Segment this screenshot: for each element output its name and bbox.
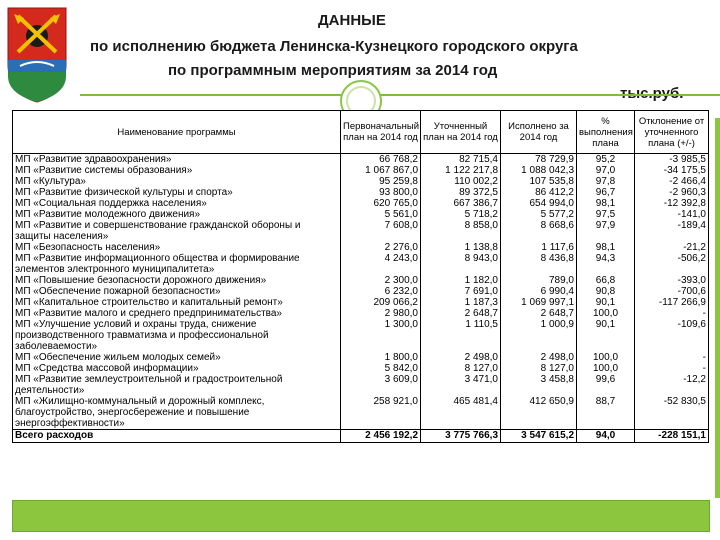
total-name: Всего расходов	[13, 430, 341, 443]
row-initial: 1 300,0	[341, 319, 421, 352]
table-row	[13, 220, 709, 242]
table-header-row	[13, 111, 709, 154]
title-line-1: ДАННЫЕ	[318, 12, 386, 29]
row-initial: 7 608,0	[341, 220, 421, 242]
row-pct: 98,1	[577, 198, 635, 209]
row-executed: 78 729,9	[501, 154, 577, 166]
row-executed: 2 498,0	[501, 352, 577, 363]
row-pct: 88,7	[577, 396, 635, 430]
row-revised: 667 386,7	[421, 198, 501, 209]
row-name: МП «Обеспечение жильем молодых семей»	[13, 352, 341, 363]
row-revised: 8 943,0	[421, 253, 501, 275]
row-name: МП «Развитие землеустроительной и градостроительной деятельности»	[13, 374, 341, 396]
row-name: МП «Культура»	[13, 176, 341, 187]
row-revised: 1 187,3	[421, 297, 501, 308]
col-header-revised: Уточненный план на 2014 год	[421, 111, 501, 154]
row-initial: 4 243,0	[341, 253, 421, 275]
row-pct: 100,0	[577, 352, 635, 363]
col-header-initial: Первоначальный план на 2014 год	[341, 111, 421, 154]
row-executed: 412 650,9	[501, 396, 577, 430]
row-pct: 96,7	[577, 187, 635, 198]
table-row	[13, 198, 709, 209]
row-deviation: -	[635, 308, 709, 319]
row-deviation: -141,0	[635, 209, 709, 220]
total-deviation: -228 151,1	[635, 430, 709, 443]
row-pct: 98,1	[577, 242, 635, 253]
row-initial: 95 259,8	[341, 176, 421, 187]
row-deviation: -506,2	[635, 253, 709, 275]
total-revised: 3 775 766,3	[421, 430, 501, 443]
row-executed: 8 127,0	[501, 363, 577, 374]
row-executed: 3 458,8	[501, 374, 577, 396]
row-initial: 5 561,0	[341, 209, 421, 220]
row-initial: 258 921,0	[341, 396, 421, 430]
row-executed: 1 000,9	[501, 319, 577, 352]
row-revised: 1 122 217,8	[421, 165, 501, 176]
row-initial: 5 842,0	[341, 363, 421, 374]
table-row	[13, 374, 709, 396]
col-header-executed: Исполнено за 2014 год	[501, 111, 577, 154]
row-name: МП «Повышение безопасности дорожного движения»	[13, 275, 341, 286]
table-row	[13, 297, 709, 308]
row-deviation: -189,4	[635, 220, 709, 242]
row-revised: 89 372,5	[421, 187, 501, 198]
row-deviation: -700,6	[635, 286, 709, 297]
row-name: МП «Социальная поддержка населения»	[13, 198, 341, 209]
row-initial: 93 800,0	[341, 187, 421, 198]
row-initial: 6 232,0	[341, 286, 421, 297]
table-row	[13, 176, 709, 187]
row-executed: 654 994,0	[501, 198, 577, 209]
row-initial: 3 609,0	[341, 374, 421, 396]
row-name: МП «Развитие и совершенствование гражданской обороны и защиты населения»	[13, 220, 341, 242]
row-revised: 110 002,2	[421, 176, 501, 187]
row-revised: 5 718,2	[421, 209, 501, 220]
table-row	[13, 319, 709, 352]
row-pct: 66,8	[577, 275, 635, 286]
row-executed: 2 648,7	[501, 308, 577, 319]
table-row	[13, 165, 709, 176]
row-revised: 82 715,4	[421, 154, 501, 166]
row-revised: 2 648,7	[421, 308, 501, 319]
row-pct: 90,1	[577, 319, 635, 352]
col-header-name: Наименование программы	[13, 111, 341, 154]
bottom-accent-bar	[12, 500, 710, 532]
col-header-deviation: Отклонение от уточненного плана (+/-)	[635, 111, 709, 154]
row-initial: 66 768,2	[341, 154, 421, 166]
row-deviation: -3 985,5	[635, 154, 709, 166]
row-initial: 2 276,0	[341, 242, 421, 253]
row-name: МП «Средства массовой информации»	[13, 363, 341, 374]
row-deviation: -393,0	[635, 275, 709, 286]
coat-of-arms-icon	[6, 6, 68, 104]
row-executed: 86 412,2	[501, 187, 577, 198]
row-executed: 5 577,2	[501, 209, 577, 220]
row-revised: 2 498,0	[421, 352, 501, 363]
table-row	[13, 187, 709, 198]
row-pct: 97,0	[577, 165, 635, 176]
row-name: МП «Улучшение условий и охраны труда, снижение производственного травматизма и профессиональной заболеваемости»	[13, 319, 341, 352]
row-deviation: -34 175,5	[635, 165, 709, 176]
row-deviation: -109,6	[635, 319, 709, 352]
table-row	[13, 209, 709, 220]
row-revised: 8 858,0	[421, 220, 501, 242]
row-name: МП «Развитие информационного общества и формирование элементов электронного муниципалитета»	[13, 253, 341, 275]
row-deviation: -12 392,8	[635, 198, 709, 209]
row-revised: 7 691,0	[421, 286, 501, 297]
row-executed: 8 668,6	[501, 220, 577, 242]
row-executed: 8 436,8	[501, 253, 577, 275]
row-name: МП «Безопасность населения»	[13, 242, 341, 253]
row-name: МП «Жилищно-коммунальный и дорожный комплекс, благоустройство, энергосбережение и повышение энергоэффективности»	[13, 396, 341, 430]
row-pct: 90,8	[577, 286, 635, 297]
row-initial: 209 066,2	[341, 297, 421, 308]
header-divider	[80, 94, 720, 96]
row-executed: 6 990,4	[501, 286, 577, 297]
table-row	[13, 275, 709, 286]
row-executed: 1 117,6	[501, 242, 577, 253]
row-deviation: -2 466,4	[635, 176, 709, 187]
row-name: МП «Обеспечение пожарной безопасности»	[13, 286, 341, 297]
row-pct: 94,3	[577, 253, 635, 275]
row-pct: 97,9	[577, 220, 635, 242]
row-name: МП «Развитие здравоохранения»	[13, 154, 341, 166]
row-deviation: -12,2	[635, 374, 709, 396]
table-row	[13, 253, 709, 275]
row-pct: 100,0	[577, 308, 635, 319]
row-deviation: -117 266,9	[635, 297, 709, 308]
row-pct: 99,6	[577, 374, 635, 396]
row-executed: 1 088 042,3	[501, 165, 577, 176]
row-revised: 1 110,5	[421, 319, 501, 352]
table-row	[13, 308, 709, 319]
row-deviation: -2 960,3	[635, 187, 709, 198]
row-name: МП «Капитальное строительство и капитальный ремонт»	[13, 297, 341, 308]
row-initial: 1 800,0	[341, 352, 421, 363]
col-header-pct: % выполнения плана	[577, 111, 635, 154]
row-revised: 465 481,4	[421, 396, 501, 430]
row-revised: 1 182,0	[421, 275, 501, 286]
row-revised: 1 138,8	[421, 242, 501, 253]
total-initial: 2 456 192,2	[341, 430, 421, 443]
table-row	[13, 154, 709, 166]
table-row	[13, 363, 709, 374]
total-pct: 94,0	[577, 430, 635, 443]
table-row	[13, 286, 709, 297]
title-line-2: по исполнению бюджета Ленинска-Кузнецкого городского округа	[90, 38, 578, 55]
row-deviation: -21,2	[635, 242, 709, 253]
table-row	[13, 396, 709, 430]
row-name: МП «Развитие малого и среднего предпринимательства»	[13, 308, 341, 319]
table-total-row	[13, 430, 709, 443]
title-line-3: по программным мероприятиям за 2014 год	[168, 62, 498, 79]
row-initial: 1 067 867,0	[341, 165, 421, 176]
row-name: МП «Развитие физической культуры и спорта»	[13, 187, 341, 198]
row-pct: 90,1	[577, 297, 635, 308]
row-deviation: -52 830,5	[635, 396, 709, 430]
row-name: МП «Развитие молодежного движения»	[13, 209, 341, 220]
row-initial: 2 300,0	[341, 275, 421, 286]
row-initial: 620 765,0	[341, 198, 421, 209]
row-initial: 2 980,0	[341, 308, 421, 319]
row-pct: 95,2	[577, 154, 635, 166]
row-deviation: -	[635, 363, 709, 374]
row-executed: 789,0	[501, 275, 577, 286]
row-revised: 3 471,0	[421, 374, 501, 396]
table-row	[13, 352, 709, 363]
right-accent-bar	[715, 118, 720, 498]
row-executed: 1 069 997,1	[501, 297, 577, 308]
row-executed: 107 535,8	[501, 176, 577, 187]
row-pct: 97,5	[577, 209, 635, 220]
row-pct: 100,0	[577, 363, 635, 374]
budget-table	[12, 110, 709, 443]
row-pct: 97,8	[577, 176, 635, 187]
total-executed: 3 547 615,2	[501, 430, 577, 443]
row-name: МП «Развитие системы образования»	[13, 165, 341, 176]
row-revised: 8 127,0	[421, 363, 501, 374]
row-deviation: -	[635, 352, 709, 363]
table-row	[13, 242, 709, 253]
